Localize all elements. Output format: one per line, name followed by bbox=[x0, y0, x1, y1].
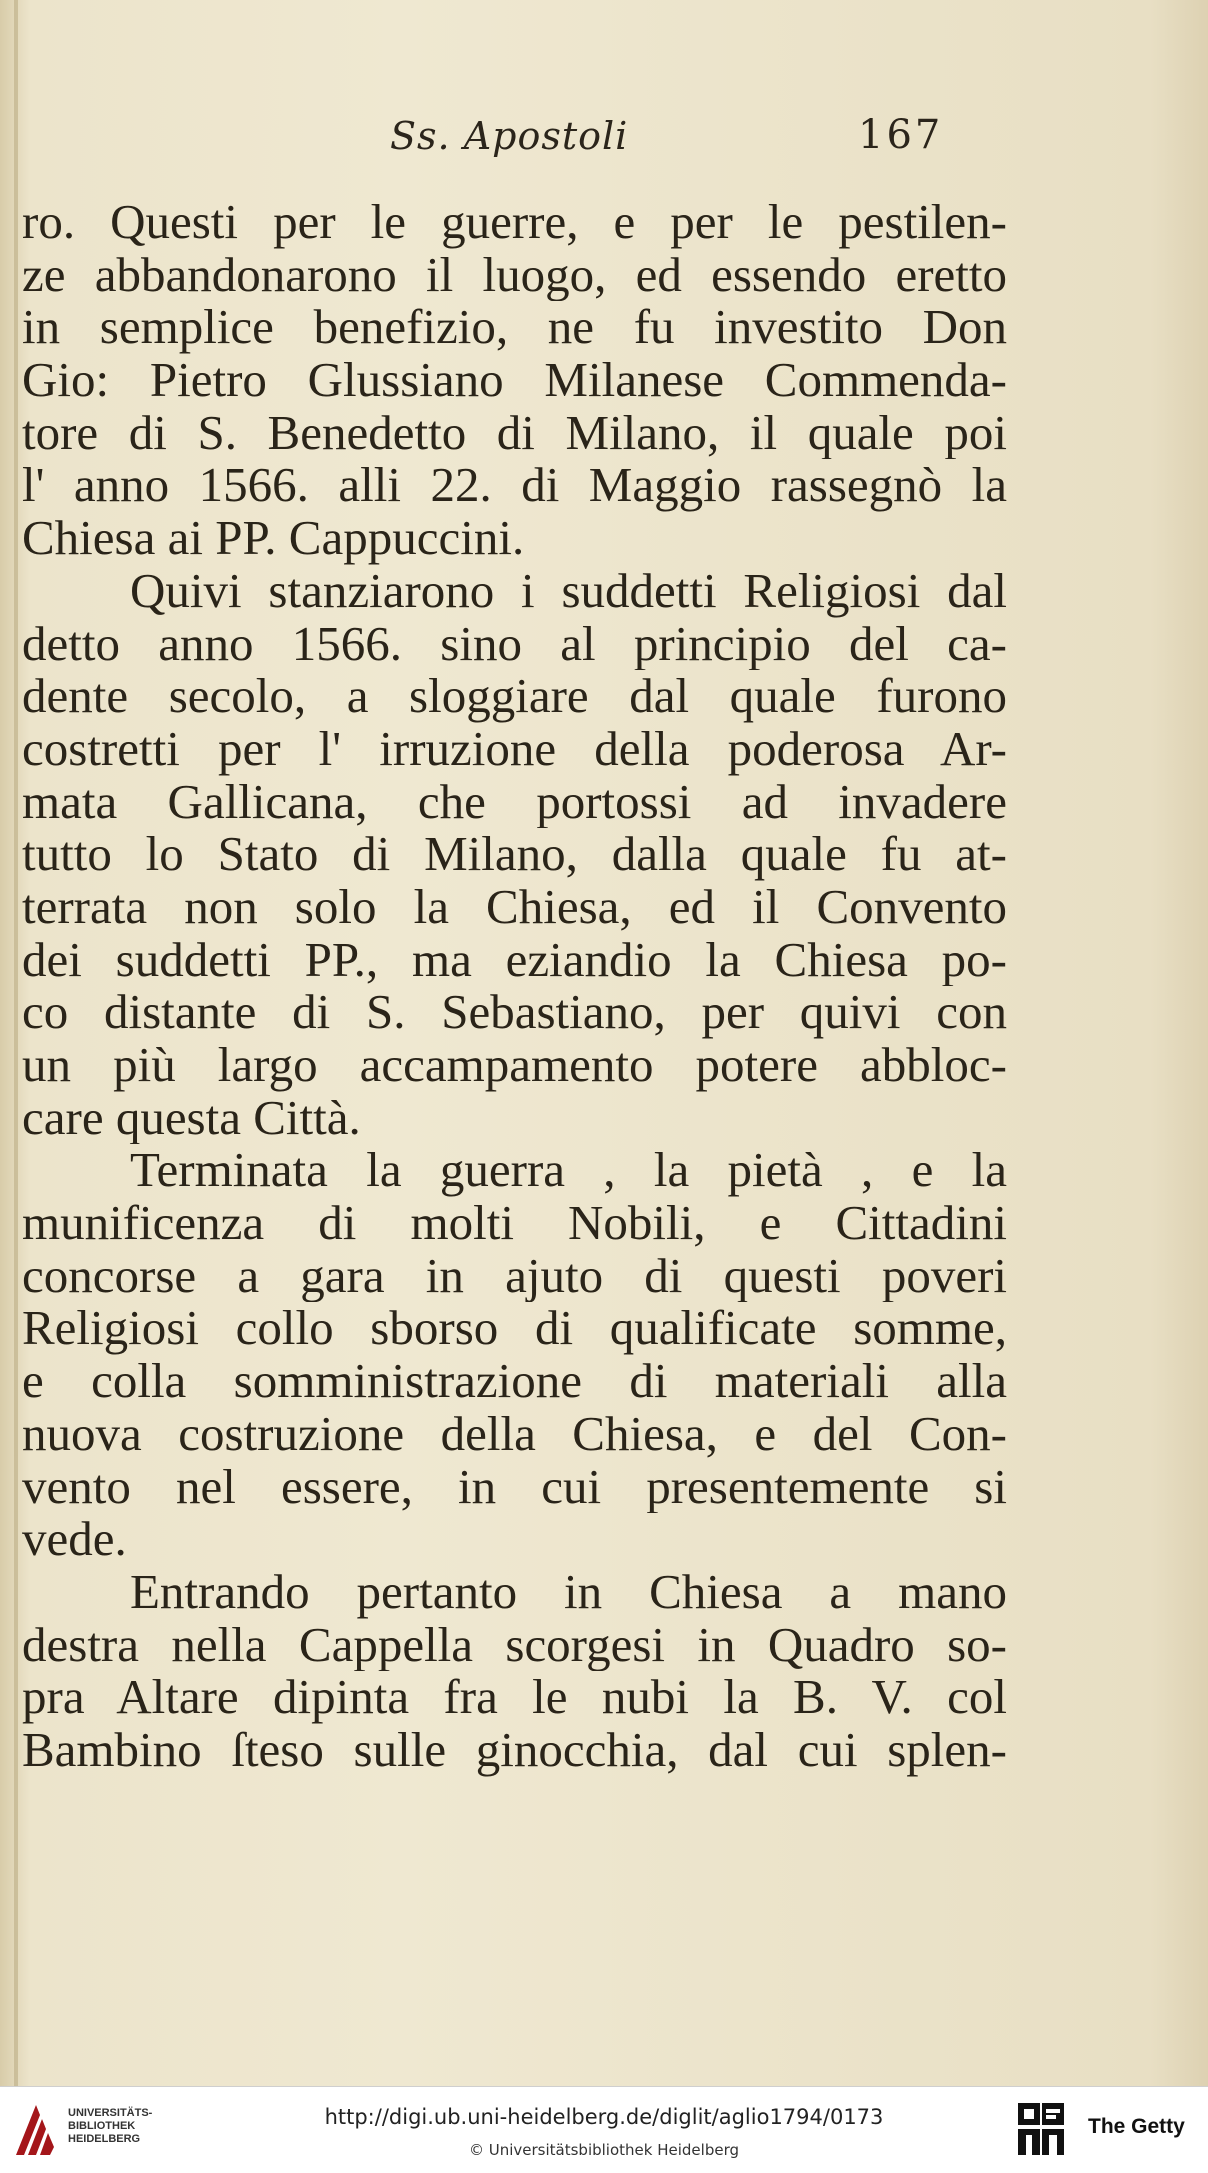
text-line: care questa Città. bbox=[22, 1091, 361, 1145]
text-line: vede. bbox=[22, 1513, 127, 1566]
paragraph bbox=[22, 1566, 1007, 1777]
getty-logo-icon bbox=[1016, 2101, 1066, 2159]
text-line: dente secolo, a sloggiare dal quale furono bbox=[22, 670, 1007, 723]
text-line: concorse a gara in ajuto di questi poveri bbox=[22, 1249, 1007, 1303]
text-line: tutto lo Stato di Milano, dalla quale fu at- bbox=[22, 828, 1007, 881]
text-line: tore di S. Benedetto di Milano, il quale poi bbox=[22, 406, 1007, 460]
text-line: nuova costruzione della Chiesa, e del Con- bbox=[22, 1407, 1007, 1461]
text-line: co distante di S. Sebastiano, per quivi con bbox=[22, 986, 1007, 1039]
text-line: e colla somministrazione di materiali alla bbox=[22, 1355, 1007, 1408]
viewer-footer bbox=[0, 2086, 1208, 2173]
text-line: Entrando pertanto in Chiesa a mano bbox=[130, 1565, 1007, 1619]
library-name-line: BIBLIOTHEK bbox=[68, 2120, 136, 2132]
text-line: detto anno 1566. sino al principio del ca- bbox=[22, 617, 1007, 671]
text-line: Bambino ſteso sulle ginocchia, dal cui splen- bbox=[22, 1723, 1007, 1777]
text-line: un più largo accampamento potere abbloc- bbox=[22, 1039, 1007, 1092]
page-number: 167 bbox=[858, 112, 944, 158]
partner-name: The Getty bbox=[1088, 2115, 1185, 2138]
text-line: Gio: Pietro Glussiano Milanese Commenda- bbox=[22, 354, 1007, 407]
text-line: mata Gallicana, che portossi ad invadere bbox=[22, 775, 1007, 829]
text-line: ze abbandonarono il luogo, ed essendo eretto bbox=[22, 248, 1007, 302]
text-line: costretti per l' irruzione della poderosa Ar- bbox=[22, 722, 1007, 776]
page-gutter-edge bbox=[14, 0, 18, 2086]
library-name-line: UNIVERSITÄTS- bbox=[68, 2107, 153, 2119]
text-line: dei suddetti PP., ma eziandio la Chiesa po- bbox=[22, 933, 1007, 987]
text-line: l' anno 1566. alli 22. di Maggio rassegnò la bbox=[22, 459, 1007, 513]
paragraph bbox=[22, 196, 1007, 565]
library-name-line: HEIDELBERG bbox=[68, 2133, 141, 2145]
text-line: Chiesa ai PP. Cappuccini. bbox=[22, 512, 525, 565]
text-line: pra Altare dipinta fra le nubi la B. V. col bbox=[22, 1671, 1007, 1724]
copyright-notice: © Universitätsbibliothek Heidelberg bbox=[468, 2141, 739, 2159]
text-line: terrata non solo la Chiesa, ed il Convento bbox=[22, 880, 1007, 934]
text-line: Quivi stanziarono i suddetti Religiosi dal bbox=[130, 564, 1007, 618]
running-head: Ss. Apostoli bbox=[390, 114, 629, 158]
page-header bbox=[0, 108, 1208, 168]
paragraph bbox=[22, 565, 1007, 1145]
text-line: Religiosi collo sborso di qualificate somme, bbox=[22, 1302, 1007, 1356]
text-line: vento nel essere, in cui presentemente si bbox=[22, 1460, 1007, 1514]
body-text bbox=[22, 196, 1007, 1777]
permalink-url[interactable]: http://digi.ub.uni-heidelberg.de/diglit/aglio1794/0173 bbox=[324, 2105, 884, 2129]
text-line: in semplice benefizio, ne fu investito Don bbox=[22, 301, 1007, 355]
paragraph bbox=[22, 1144, 1007, 1566]
text-line: munificenza di molti Nobili, e Cittadini bbox=[22, 1197, 1007, 1250]
text-line: ro. Questi per le guerre, e per le pestilen- bbox=[22, 196, 1007, 249]
text-line: destra nella Cappella scorgesi in Quadro so- bbox=[22, 1618, 1007, 1672]
text-line: Terminata la guerra , la pietà , e la bbox=[130, 1144, 1007, 1198]
